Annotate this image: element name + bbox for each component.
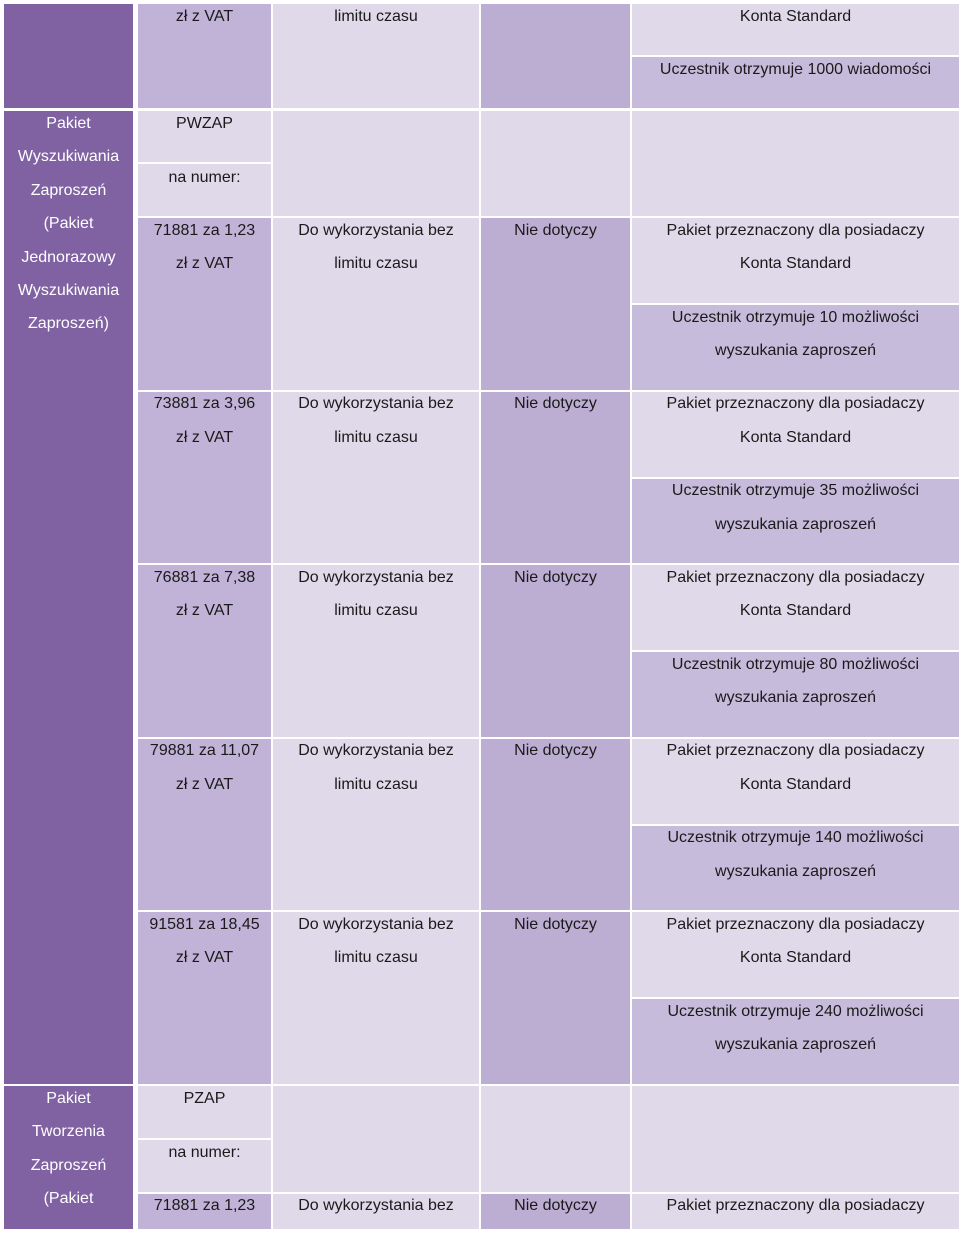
- description-text: Pakiet przeznaczony dla posiadaczy: [666, 742, 925, 759]
- validity-cell: [273, 912, 479, 1084]
- package-name-line: (Pakiet: [43, 215, 94, 232]
- price-text: zł z VAT: [175, 255, 234, 272]
- status-text: Nie dotyczy: [514, 742, 597, 759]
- package-name-line: Zaproszeń): [28, 315, 109, 332]
- description-text: wyszukania zaproszeń: [715, 1036, 876, 1053]
- description-text: Pakiet przeznaczony dla posiadaczy: [666, 222, 925, 239]
- price-cell: [138, 565, 271, 737]
- description-text: Konta Standard: [739, 949, 852, 966]
- status-cell: [481, 739, 630, 910]
- validity-text: Do wykorzystania bez: [298, 742, 454, 759]
- status-text: Nie dotyczy: [514, 569, 597, 586]
- description-text: Pakiet przeznaczony dla posiadaczy: [666, 395, 925, 412]
- price-text: 91581 za 18,45: [149, 916, 260, 933]
- validity-text: limitu czasu: [334, 8, 418, 25]
- validity-text: Do wykorzystania bez: [298, 222, 454, 239]
- status-cell: [481, 218, 630, 390]
- status-cell-top: [481, 4, 630, 108]
- number-label: na numer:: [168, 1144, 241, 1161]
- description-text: Konta Standard: [739, 8, 852, 25]
- price-text: 73881 za 3,96: [153, 395, 256, 412]
- price-text: 76881 za 7,38: [153, 569, 256, 586]
- description-text: wyszukania zaproszeń: [715, 516, 876, 533]
- validity-header-cell: [273, 111, 479, 216]
- description-text: wyszukania zaproszeń: [715, 689, 876, 706]
- status-header-cell: [481, 1086, 630, 1192]
- validity-text: Do wykorzystania bez: [298, 395, 454, 412]
- package-name-line: Jednorazowy: [21, 249, 116, 266]
- package-code: PWZAP: [176, 115, 233, 132]
- price-cell: [138, 392, 271, 563]
- price-text: zł z VAT: [175, 8, 234, 25]
- package-code: PZAP: [183, 1090, 226, 1107]
- validity-text: limitu czasu: [334, 949, 418, 966]
- description-text: Pakiet przeznaczony dla posiadaczy: [666, 916, 925, 933]
- description-text: Uczestnik otrzymuje 80 możliwości: [671, 656, 920, 673]
- price-cell: [138, 218, 271, 390]
- package-name-line: Tworzenia: [32, 1123, 105, 1140]
- package-name-line: Wyszukiwania: [17, 148, 120, 165]
- price-text: zł z VAT: [175, 602, 234, 619]
- description-text: Uczestnik otrzymuje 240 możliwości: [667, 1003, 924, 1020]
- description-text: Uczestnik otrzymuje 35 możliwości: [671, 482, 920, 499]
- validity-text: Do wykorzystania bez: [298, 569, 454, 586]
- validity-text: Do wykorzystania bez: [298, 916, 454, 933]
- status-cell: [481, 392, 630, 563]
- package-name-line: Zaproszeń: [30, 182, 107, 199]
- validity-cell: [273, 218, 479, 390]
- status-text: Nie dotyczy: [514, 395, 597, 412]
- status-header-cell: [481, 111, 630, 216]
- description-text: Pakiet przeznaczony dla posiadaczy: [666, 1197, 925, 1214]
- description-text: Konta Standard: [739, 255, 852, 272]
- package-name-line: Zaproszeń: [30, 1157, 107, 1174]
- price-text: zł z VAT: [175, 949, 234, 966]
- status-text: Nie dotyczy: [514, 916, 597, 933]
- description-text: Konta Standard: [739, 776, 852, 793]
- status-text: Nie dotyczy: [514, 1197, 597, 1214]
- price-text: zł z VAT: [175, 776, 234, 793]
- validity-text: limitu czasu: [334, 602, 418, 619]
- validity-text: Do wykorzystania bez: [298, 1197, 454, 1214]
- status-text: Nie dotyczy: [514, 222, 597, 239]
- description-text: Uczestnik otrzymuje 140 możliwości: [667, 829, 924, 846]
- validity-text: limitu czasu: [334, 255, 418, 272]
- package-name-line: (Pakiet: [43, 1190, 94, 1207]
- price-text: 71881 za 1,23: [153, 222, 256, 239]
- price-text: 71881 za 1,23: [153, 1197, 256, 1214]
- description-text: wyszukania zaproszeń: [715, 863, 876, 880]
- price-cell: [138, 739, 271, 910]
- package-name-line: Pakiet: [46, 1090, 91, 1107]
- price-text: zł z VAT: [175, 429, 234, 446]
- description-text: Uczestnik otrzymuje 1000 wiadomości: [659, 61, 932, 78]
- number-label: na numer:: [168, 169, 241, 186]
- validity-text: limitu czasu: [334, 429, 418, 446]
- description-text: Uczestnik otrzymuje 10 możliwości: [671, 309, 920, 326]
- status-cell: [481, 912, 630, 1084]
- validity-cell: [273, 739, 479, 910]
- name-cell-top: [4, 4, 133, 108]
- validity-cell: [273, 392, 479, 563]
- desc-header-cell: [632, 111, 959, 216]
- desc-header-cell: [632, 1086, 959, 1192]
- description-text: Konta Standard: [739, 429, 852, 446]
- price-cell: [138, 912, 271, 1084]
- validity-header-cell: [273, 1086, 479, 1192]
- description-text: Pakiet przeznaczony dla posiadaczy: [666, 569, 925, 586]
- package-name-line: Wyszukiwania: [17, 282, 120, 299]
- validity-cell: [273, 565, 479, 737]
- package-name-line: Pakiet: [46, 115, 91, 132]
- validity-text: limitu czasu: [334, 776, 418, 793]
- description-text: Konta Standard: [739, 602, 852, 619]
- description-text: wyszukania zaproszeń: [715, 342, 876, 359]
- price-text: 79881 za 11,07: [149, 742, 260, 759]
- status-cell: [481, 565, 630, 737]
